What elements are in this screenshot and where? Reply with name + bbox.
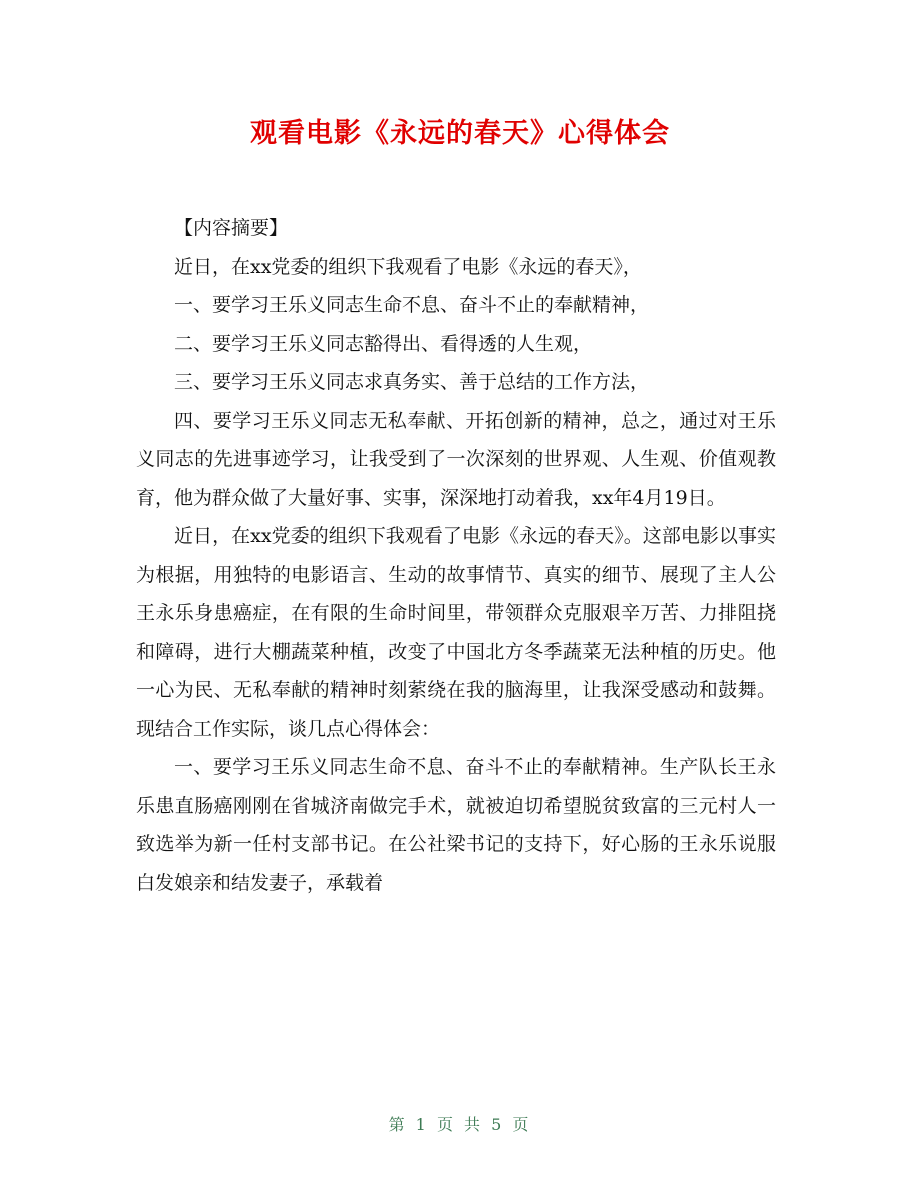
paragraph: 一、要学习王乐义同志生命不息、奋斗不止的奉献精神，: [174, 294, 650, 316]
paragraph: 一、要学习王乐义同志生命不息、奋斗不止的奉献精神。生产队长王永乐患直肠癌刚刚在省城济南做完手术，就被迫切希望脱贫致富的三元村人一致选举为新一任村支部书记。在公社梁书记的支持下，好心肠的王永乐说服白发娘亲和结发妻子，承载着: [136, 756, 776, 894]
document-title: 观看电影《永远的春天》心得体会: [250, 118, 670, 149]
summary-heading: 【内容摘要】: [174, 217, 289, 239]
paragraph: 二、要学习王乐义同志豁得出、看得透的人生观，: [174, 332, 593, 355]
page-number-footer: 第 1 页 共 5 页: [388, 1115, 532, 1134]
paragraph: 四、要学习王乐义同志无私奉献、开拓创新的精神，总之，通过对王乐义同志的先进事迹学习，让我受到了一次深刻的世界观、人生观、价值观教育，他为群众做了大量好事、实事，深深地打动着我，xx年4月19日。: [136, 409, 776, 509]
paragraph: 近日，在xx党委的组织下我观看了电影《永远的春天》，: [174, 255, 642, 278]
paragraph: 近日，在xx党委的组织下我观看了电影《永远的春天》。这部电影以事实为根据，用独特的电影语言、生动的故事情节、真实的细节、展现了主人公王永乐身患癌症，在有限的生命时间里，带领群众克服艰辛万苦、力排阻挠和障碍，进行大棚蔬菜种植，改变了中国北方冬季蔬菜无法种植的历史。他一心为民、无私奉献的精神时刻萦绕在我的脑海里，让我深受感动和鼓舞。现结合工作实际，谈几点心得体会：: [136, 525, 776, 740]
paragraph: 三、要学习王乐义同志求真务实、善于总结的工作方法，: [174, 371, 650, 393]
document-body: [136, 209, 776, 902]
